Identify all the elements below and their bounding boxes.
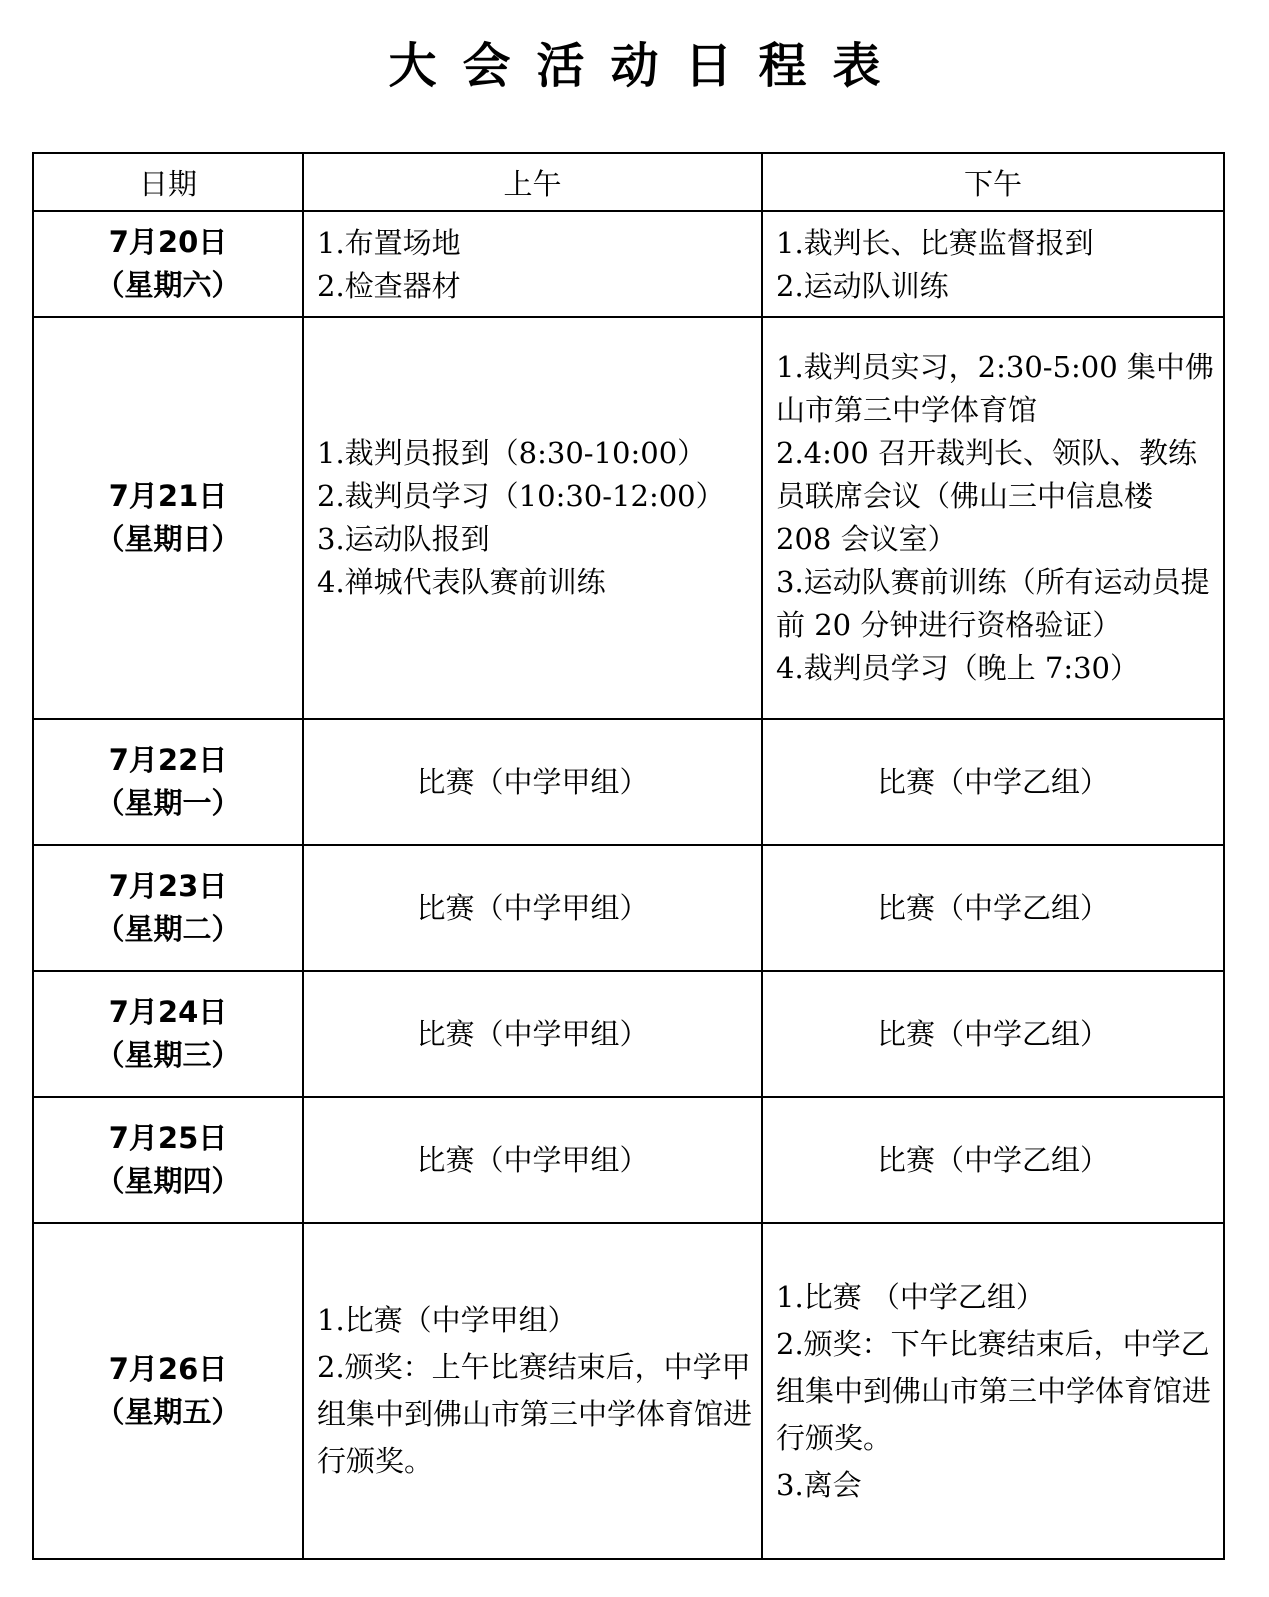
afternoon-cell: 比赛（中学乙组） xyxy=(762,719,1224,845)
list-item: 4.禅城代表队赛前训练 xyxy=(317,565,606,599)
date-text: 7月23日 xyxy=(108,869,228,903)
date-text: 7月22日 xyxy=(108,743,228,777)
weekday-text: （星期二） xyxy=(95,912,241,946)
weekday-text: （星期四） xyxy=(95,1164,241,1198)
schedule-table xyxy=(32,152,1225,1560)
afternoon-cell xyxy=(762,211,1224,317)
list-item: 1.裁判员实习，2:30-5:00 集中佛山市第三中学体育馆 xyxy=(776,350,1214,427)
morning-cell xyxy=(303,1223,762,1559)
page-title: 大会活动日程表 xyxy=(388,38,907,94)
afternoon-cell: 比赛（中学乙组） xyxy=(762,845,1224,971)
afternoon-cell xyxy=(762,317,1224,719)
weekday-text: （星期一） xyxy=(95,786,241,820)
afternoon-cell: 比赛（中学乙组） xyxy=(762,971,1224,1097)
list-item: 1.裁判长、比赛监督报到 xyxy=(776,226,1094,260)
table-row xyxy=(33,1223,1224,1559)
date-cell xyxy=(33,719,303,845)
morning-cell: 比赛（中学甲组） xyxy=(303,845,762,971)
list-item: 1.裁判员报到（8:30-10:00） xyxy=(317,436,707,470)
date-text: 7月25日 xyxy=(108,1121,228,1155)
list-item: 2.检查器材 xyxy=(317,269,461,303)
date-cell xyxy=(33,971,303,1097)
list-item: 3.运动队赛前训练（所有运动员提前 20 分钟进行资格验证） xyxy=(776,565,1210,642)
table-row xyxy=(33,317,1224,719)
list-item: 2.4:00 召开裁判长、领队、教练员联席会议（佛山三中信息楼 208 会议室） xyxy=(776,436,1198,556)
list-item: 1.比赛 （中学乙组） xyxy=(776,1279,1045,1314)
header-morning: 上午 xyxy=(303,153,762,211)
afternoon-cell xyxy=(762,1223,1224,1559)
date-cell xyxy=(33,845,303,971)
date-text: 7月24日 xyxy=(108,995,228,1029)
list-item: 2.运动队训练 xyxy=(776,269,949,303)
afternoon-cell: 比赛（中学乙组） xyxy=(762,1097,1224,1223)
header-date: 日期 xyxy=(33,153,303,211)
header-afternoon: 下午 xyxy=(762,153,1224,211)
weekday-text: （星期六） xyxy=(95,268,241,302)
morning-cell: 比赛（中学甲组） xyxy=(303,971,762,1097)
morning-cell xyxy=(303,317,762,719)
date-text: 7月26日 xyxy=(108,1352,228,1386)
date-cell xyxy=(33,317,303,719)
list-item: 3.运动队报到 xyxy=(317,522,490,556)
list-item: 2.颁奖：下午比赛结束后，中学乙组集中到佛山市第三中学体育馆进行颁奖。 xyxy=(776,1326,1212,1455)
list-item: 1.布置场地 xyxy=(317,226,461,260)
date-cell xyxy=(33,211,303,317)
table-header-row xyxy=(33,153,1224,211)
date-text: 7月21日 xyxy=(108,479,228,513)
list-item: 1.比赛（中学甲组） xyxy=(317,1303,577,1337)
date-cell xyxy=(33,1097,303,1223)
weekday-text: （星期五） xyxy=(95,1395,241,1429)
morning-cell xyxy=(303,211,762,317)
morning-cell: 比赛（中学甲组） xyxy=(303,719,762,845)
table-row xyxy=(33,1097,1224,1223)
table-row xyxy=(33,845,1224,971)
morning-cell: 比赛（中学甲组） xyxy=(303,1097,762,1223)
date-text: 7月20日 xyxy=(108,225,228,259)
table-row xyxy=(33,211,1224,317)
list-item: 4.裁判员学习（晚上 7:30） xyxy=(776,651,1140,685)
list-item: 3.离会 xyxy=(776,1467,862,1502)
list-item: 2.颁奖：上午比赛结束后，中学甲组集中到佛山市第三中学体育馆进行颁奖。 xyxy=(317,1350,753,1478)
list-item: 2.裁判员学习（10:30-12:00） xyxy=(317,479,725,513)
weekday-text: （星期三） xyxy=(95,1038,241,1072)
table-row xyxy=(33,971,1224,1097)
date-cell xyxy=(33,1223,303,1559)
table-row xyxy=(33,719,1224,845)
weekday-text: （星期日） xyxy=(95,522,241,556)
